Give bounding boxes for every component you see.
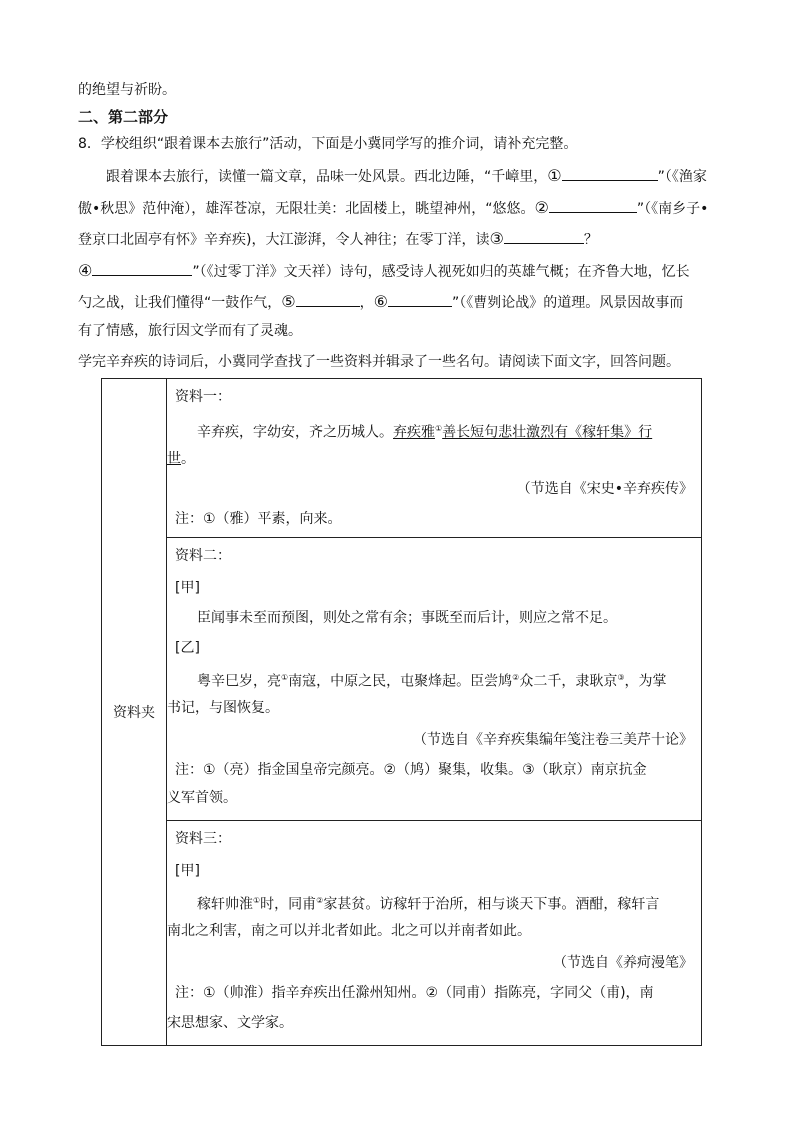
material-one-cell [167, 379, 702, 538]
material-text [197, 419, 652, 443]
material-source: （节选自《宋史•辛弃疾传》 [516, 481, 693, 497]
answer-blank[interactable] [562, 164, 658, 181]
material-text: 南北之利害，南之可以并北者如此。北之可以并南者如此。 [167, 923, 531, 939]
blank-number: ⑤ [281, 292, 296, 311]
underlined-text: 弃疾雅 [393, 424, 435, 441]
passage-line-5 [78, 290, 683, 313]
text-span: ”（《曹刿论战》的道理。风景因故事而 [451, 295, 684, 311]
passage-line-4 [78, 259, 690, 282]
material-title: 资料二： [175, 548, 231, 564]
footnote-mark: ① [253, 896, 261, 905]
blank-number: ③ [489, 229, 504, 248]
text-span: 南寇，中原之民，屯聚烽起。臣尝鸠 [288, 673, 513, 690]
text-span: ， [359, 295, 374, 311]
passage-line-3 [78, 227, 598, 250]
section-marker: [甲] [175, 580, 200, 596]
folder-label: 资料夹 [102, 379, 167, 1046]
answer-blank[interactable] [549, 196, 637, 213]
blank-number: ⑥ [373, 292, 388, 311]
material-note: 义军首领。 [167, 790, 237, 806]
footnote-mark: ② [316, 896, 324, 905]
material-source: （节选自《养疴漫笔》 [553, 955, 693, 971]
underlined-text: 世 [167, 451, 181, 467]
footnote-mark: ② [512, 673, 520, 682]
blank-number: ④ [78, 261, 93, 280]
text-span: ，为掌 [624, 673, 667, 690]
materials-table [101, 378, 702, 1046]
text-span: 时，同甫 [260, 896, 317, 913]
material-note: 注：①（雅）平素，向来。 [175, 511, 342, 527]
material-text: 书记，与图恢复。 [167, 700, 279, 716]
footnote-mark: ① [435, 424, 443, 433]
material-note: 注：①（亮）指金国皇帝完颜亮。②（鸠）聚集，收集。③（耿京）南京抗金 [175, 762, 647, 778]
footnote-mark: ③ [617, 673, 625, 682]
text-span: ”（《南乡子• [636, 201, 709, 217]
material-text [167, 449, 195, 469]
text-span: ”（《渔家 [657, 169, 707, 185]
answer-blank[interactable] [296, 290, 360, 307]
answer-blank[interactable] [92, 259, 192, 276]
material-note: 宋思想家、文学家。 [167, 1015, 293, 1031]
material-note: 注：①（帅淮）指辛弃疾出任滁州知州。②（同甫）指陈亮，字同父（甫)，南 [175, 985, 654, 1001]
passage-line-2 [78, 196, 708, 219]
passage-line-1 [106, 164, 707, 187]
blank-number: ① [547, 166, 562, 185]
material-text [197, 891, 659, 915]
text-span: ？ [583, 232, 598, 248]
section-marker: [乙] [175, 640, 200, 656]
text-span: 傲•秋思》范仲淹），雄浑苍凉，无限壮美：北固楼上，眺望神州，“悠悠。 [78, 201, 535, 217]
material-text: 臣闻事未至而预图，则处之常有余；事既至而后计，则应之常不足。 [197, 610, 617, 626]
material-text [197, 668, 667, 692]
text-span: 稼轩帅淮 [197, 896, 253, 913]
material-source: （节选自《辛弃疾集编年笺注卷三美芹十论》 [413, 732, 693, 748]
text-span: 登京口北固亭有怀》辛弃疾)，大江澎湃，令人神往；在零丁洋，读 [78, 232, 490, 248]
text-span: 跟着课本去旅行，读懂一篇文章，品味一处风景。西北边陲，“千嶂里， [106, 169, 548, 185]
footnote-mark: ① [281, 673, 289, 682]
answer-blank[interactable] [388, 290, 452, 307]
passage-line-6: 有了情感，旅行因文学而有了灵魂。 [78, 323, 302, 339]
text-line: 的绝望与祈盼。 [78, 82, 176, 98]
text-span: 众二千，隶耿京 [519, 673, 618, 690]
text-span: 辛弃疾，字幼安，齐之历城人。 [197, 424, 393, 441]
intro-text: 学完辛弃疾的诗词后，小冀同学查找了一些资料并辑录了一些名句。请阅读下面文字，回答问题。 [78, 354, 680, 370]
text-span: ”（《过零丁洋》文天祥）诗句，感受诗人视死如归的英雄气概；在齐鲁大地，忆长 [192, 264, 690, 280]
material-title: 资料三： [175, 831, 231, 847]
question-prompt: 8．学校组织“跟着课本去旅行”活动，下面是小冀同学写的推介词，请补充完整。 [78, 136, 578, 152]
text-span: 家甚贫。访稼轩于治所，相与谈天下事。酒酣，稼轩言 [323, 896, 660, 913]
underlined-text: 善长短句悲壮激烈有《稼轩集》行 [442, 424, 653, 441]
section-marker: [甲] [175, 863, 200, 879]
section-heading: 二、第二部分 [78, 108, 169, 126]
material-three-cell [167, 821, 702, 1046]
text-span: 粤辛巳岁，亮 [197, 673, 281, 690]
material-two-cell [167, 538, 702, 821]
material-title: 资料一： [175, 389, 231, 405]
text-span: 。 [181, 451, 195, 467]
text-span: 勺之战，让我们懂得“一鼓作气， [78, 295, 282, 311]
answer-blank[interactable] [504, 227, 584, 244]
blank-number: ② [534, 198, 549, 217]
